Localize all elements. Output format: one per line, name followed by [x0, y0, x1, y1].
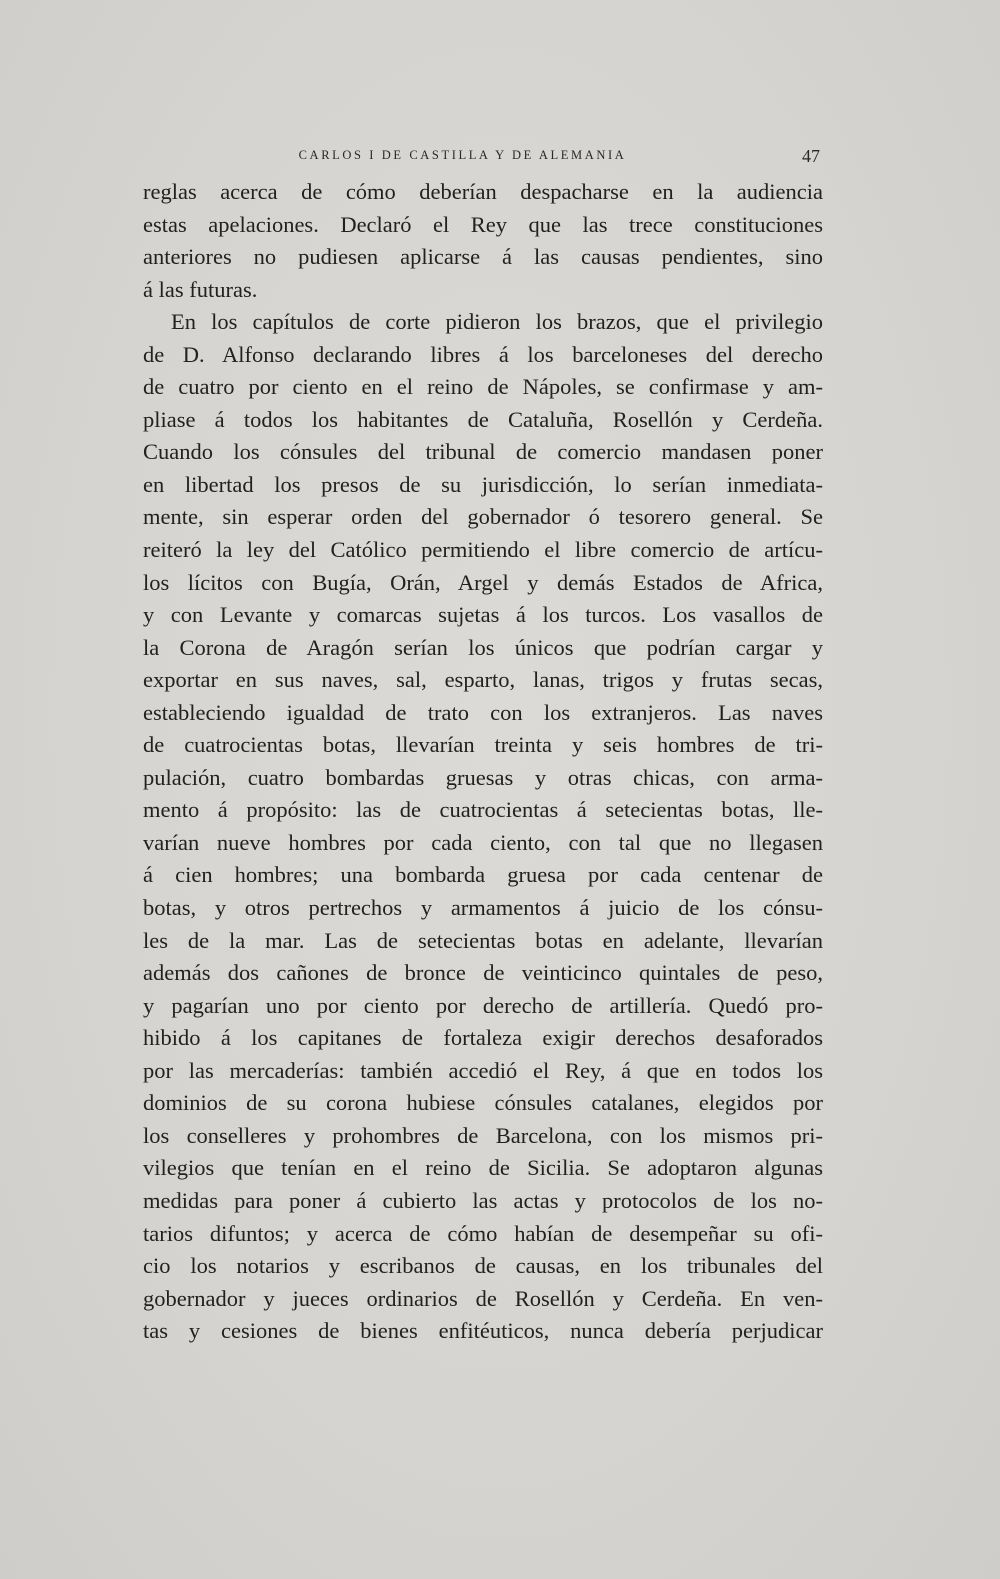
- text-line: botas, y otros pertrechos y armamentos á juicio de los cónsu-: [143, 895, 823, 921]
- text-line: mento á propósito: las de cuatrocientas á setecientas botas, lle-: [143, 797, 823, 823]
- text-line: vilegios que tenían en el reino de Sicilia. Se adoptaron algunas: [143, 1155, 823, 1181]
- text-line: varían nueve hombres por cada ciento, con tal que no llegasen: [143, 829, 823, 855]
- text-line: los conselleres y prohombres de Barcelona, con los mismos pri-: [143, 1122, 823, 1148]
- text-line: les de la mar. Las de setecientas botas en adelante, llevarían: [143, 927, 823, 953]
- text-line: y con Levante y comarcas sujetas á los turcos. Los vasallos de: [143, 602, 823, 628]
- text-line: Cuando los cónsules del tribunal de comercio mandasen poner: [143, 439, 823, 465]
- body-text: [143, 176, 823, 1348]
- text-line: anteriores no pudiesen aplicarse á las causas pendientes, sino: [143, 244, 823, 270]
- text-line: á las futuras.: [143, 276, 258, 302]
- text-line: reiteró la ley del Católico permitiendo el libre comercio de artícu-: [143, 537, 823, 563]
- text-line: hibido á los capitanes de fortaleza exigir derechos desaforados: [143, 1025, 823, 1051]
- text-line: por las mercaderías: también accedió el Rey, á que en todos los: [143, 1057, 823, 1083]
- text-line: á cien hombres; una bombarda gruesa por cada centenar de: [143, 862, 823, 888]
- text-line: medidas para poner á cubierto las actas y protocolos de los no-: [143, 1187, 823, 1213]
- text-line: los lícitos con Bugía, Orán, Argel y demás Estados de Africa,: [143, 569, 823, 595]
- text-line: tarios difuntos; y acerca de cómo habían de desempeñar su ofi-: [143, 1220, 823, 1246]
- text-line: estableciendo igualdad de trato con los extranjeros. Las naves: [143, 699, 823, 725]
- text-line: la Corona de Aragón serían los únicos que podrían cargar y: [143, 634, 823, 660]
- text-line: de cuatro por ciento en el reino de Nápoles, se confirmase y am-: [143, 374, 823, 400]
- page-header: [145, 148, 820, 172]
- text-line: en libertad los presos de su jurisdicción, lo serían inmediata-: [143, 471, 823, 497]
- text-line: cio los notarios y escribanos de causas, en los tribunales del: [143, 1253, 823, 1279]
- text-line: pulación, cuatro bombardas gruesas y otras chicas, con arma-: [143, 764, 823, 790]
- running-head: CARLOS I DE CASTILLA Y DE ALEMANIA: [298, 148, 627, 162]
- text-line: dominios de su corona hubiese cónsules catalanes, elegidos por: [143, 1090, 823, 1116]
- text-line: pliase á todos los habitantes de Cataluña, Rosellón y Cerdeña.: [143, 406, 823, 432]
- text-line: de D. Alfonso declarando libres á los barceloneses del derecho: [143, 341, 823, 367]
- text-line: tas y cesiones de bienes enfitéuticos, nunca debería perjudicar: [143, 1318, 823, 1344]
- text-line: exportar en sus naves, sal, esparto, lanas, trigos y frutas secas,: [143, 667, 823, 693]
- text-line: En los capítulos de corte pidieron los brazos, que el privilegio: [171, 309, 823, 335]
- text-line: estas apelaciones. Declaró el Rey que las trece constituciones: [143, 211, 823, 237]
- text-line: de cuatrocientas botas, llevarían treinta y seis hombres de tri-: [143, 732, 823, 758]
- text-line: reglas acerca de cómo deberían despacharse en la audiencia: [143, 179, 823, 204]
- text-line: mente, sin esperar orden del gobernador ó tesorero general. Se: [143, 504, 823, 530]
- text-line: gobernador y jueces ordinarios de Rosellón y Cerdeña. En ven-: [143, 1285, 823, 1311]
- text-line: además dos cañones de bronce de veinticinco quintales de peso,: [143, 960, 823, 986]
- page-number: 47: [802, 146, 820, 166]
- text-line: y pagarían uno por ciento por derecho de artillería. Quedó pro-: [143, 992, 823, 1018]
